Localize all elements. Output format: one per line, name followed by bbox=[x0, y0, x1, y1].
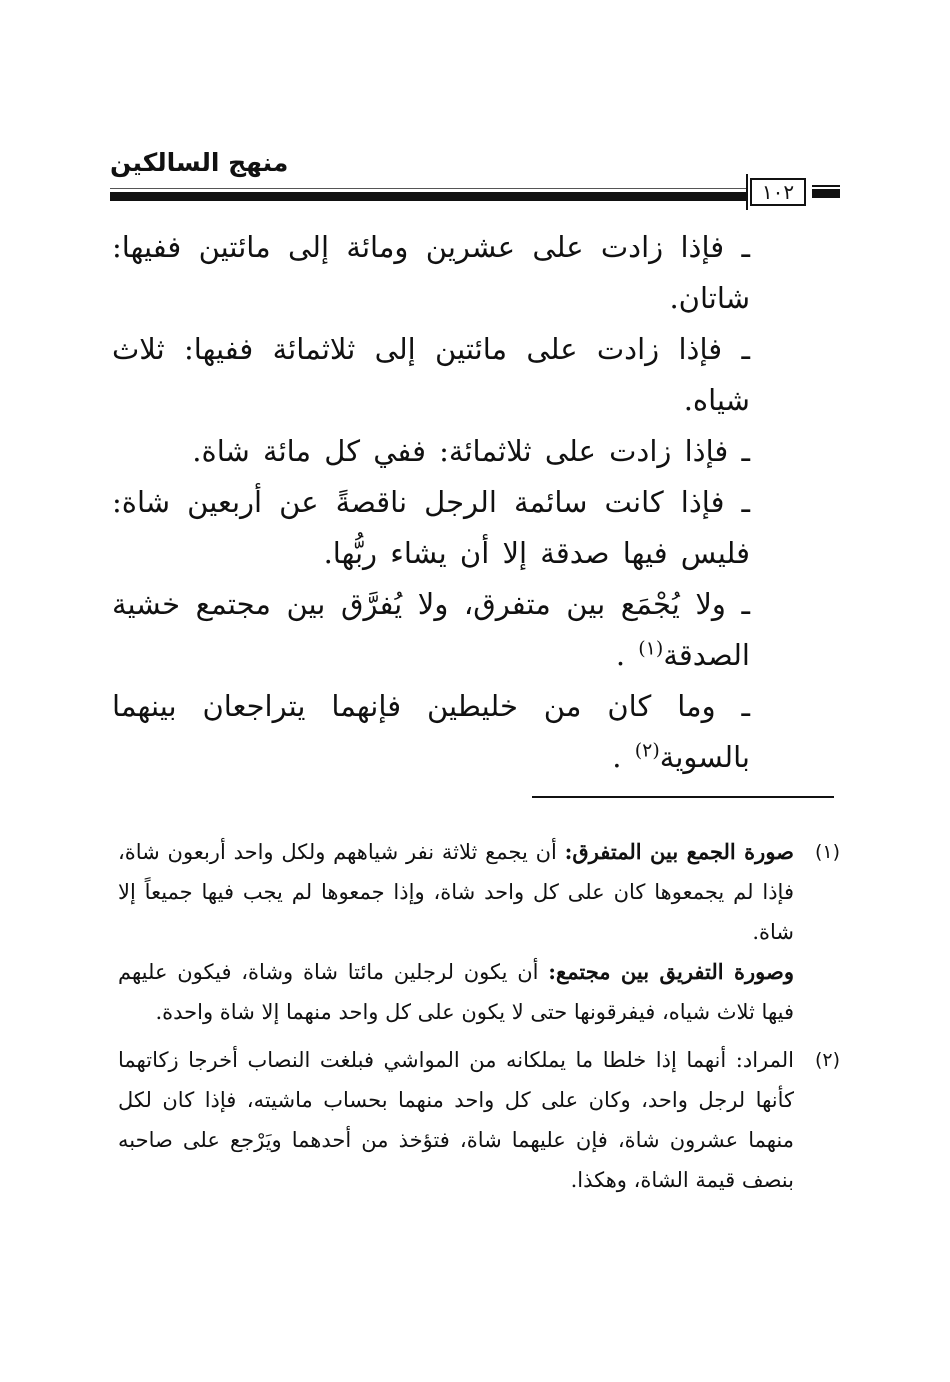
paragraph: ـ فإذا زادت على ثلاثمائة: ففي كل مائة شاة. bbox=[192, 434, 750, 468]
footnote-text: أن يكون لرجلين مائتا شاة وشاة، فيكون عليهم فيها ثلاث شياه، فيفرقونها حتى لا يكون على كل واحد منهما إلا شاة واحدة. bbox=[118, 960, 794, 1024]
footnote-1 bbox=[118, 832, 840, 1032]
paragraph: ـ فإذا زادت على عشرين ومائة إلى مائتين ففيها: شاتان. bbox=[112, 230, 750, 315]
period: . bbox=[615, 638, 626, 672]
page-number: ١٠٢ bbox=[750, 178, 806, 206]
header-rule-end bbox=[812, 189, 840, 198]
paragraph: ـ فإذا زادت على مائتين إلى ثلاثمائة ففيها: ثلاث شياه. bbox=[112, 332, 750, 417]
footnote-term: وصورة التفريق بين مجتمع: bbox=[548, 959, 794, 984]
paragraph: ـ ولا يُجْمَع بين متفرق، ولا يُفرَّق بين مجتمع خشية الصدقة$^{(١)}$ . bbox=[112, 587, 750, 672]
paragraph: ـ فإذا كانت سائمة الرجل ناقصةً عن أربعين شاة: فليس فيها صدقة إلا أن يشاء ربُّها. bbox=[112, 485, 750, 570]
footnote-ref[interactable]: (٢) bbox=[634, 739, 660, 762]
paragraph: ـ وما كان من خليطين فإنهما يتراجعان بينهما بالسوية$^{(٢)}$ . bbox=[112, 689, 750, 774]
footnote-number: (١) bbox=[814, 841, 840, 863]
footnote-term: صورة الجمع بين المتفرق: bbox=[564, 839, 794, 864]
main-text bbox=[112, 222, 750, 783]
footnote-ref[interactable]: (١) bbox=[638, 637, 664, 660]
footnote-paragraph bbox=[118, 1040, 794, 1200]
footnote-text: المراد: أنهما إذا خلطا ما يملكانه من المواشي فبلغت النصاب أخرجا زكاتهما كأنها لرجل واحد، وكان على كل واحد منهما بحساب ماشيته، فإذا كان لكل منهما عشرون شاة، فإن عليهما شاة، فتؤخذ من أحدهما ويَرْجع على صاحبه بنصف قيمة الشاة، وهكذا. bbox=[118, 1048, 794, 1192]
footnote-paragraph bbox=[118, 832, 794, 952]
footnote-2 bbox=[118, 1040, 840, 1200]
footnote-separator bbox=[532, 796, 834, 798]
period: . bbox=[612, 740, 622, 774]
footnote-text: أن يجمع ثلاثة نفر شياههم ولكل واحد أربعون شاة، فإذا لم يجمعوها كان على كل واحد شاة، وإذا جمعوها لم يجب فيها جميعاً إلا شاة. bbox=[118, 840, 794, 944]
header-rule bbox=[110, 192, 746, 201]
footnote-number: (٢) bbox=[814, 1049, 840, 1071]
footnotes bbox=[118, 832, 840, 1208]
running-title: منهج السالكين bbox=[110, 148, 289, 177]
footnote-paragraph bbox=[118, 952, 794, 1032]
page-header bbox=[110, 148, 840, 208]
